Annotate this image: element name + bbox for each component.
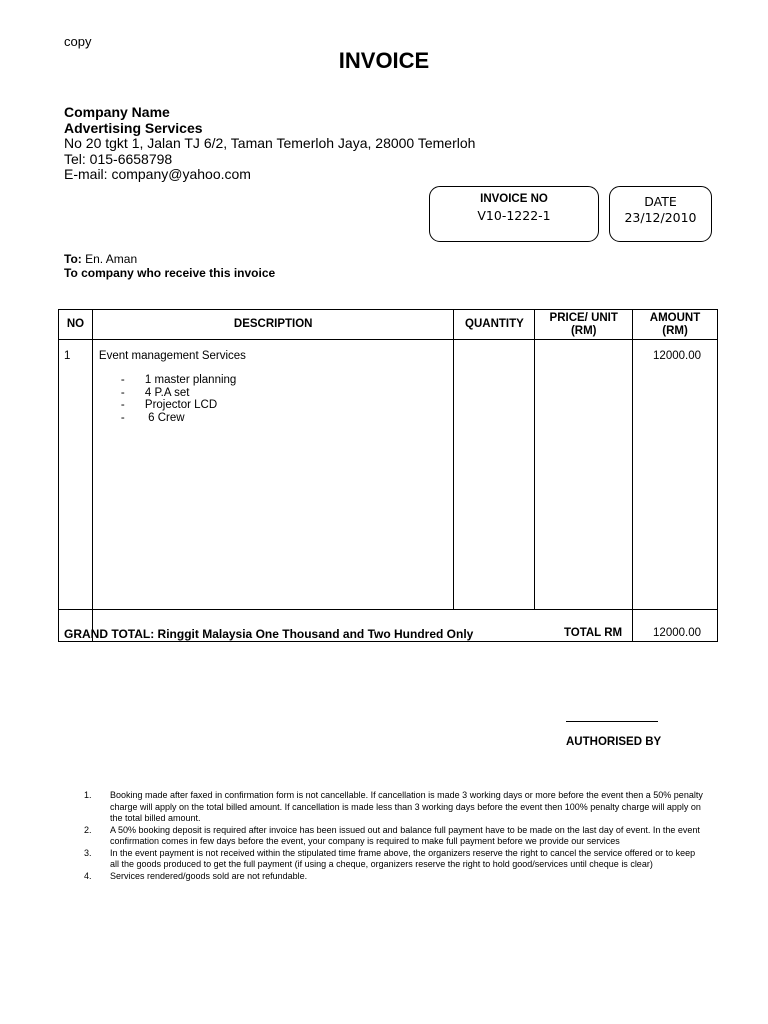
term-text: Services rendered/goods sold are not refundable. (110, 870, 308, 881)
row-description-main: Event management Services (98, 350, 246, 362)
recipient-company: To company who receive this invoice (64, 266, 276, 280)
sub-item-list (121, 374, 454, 424)
list-item: - 4 P.A set (120, 386, 190, 399)
to-label: To: (64, 252, 82, 266)
company-email: E-mail: company@yahoo.com (64, 166, 251, 182)
header-quantity: QUANTITY (454, 310, 535, 340)
header-price-line1: PRICE/ UNIT (549, 311, 618, 324)
header-price (535, 310, 633, 340)
recipient-block (64, 252, 275, 280)
row-price (535, 340, 633, 610)
term-number: 3. (84, 847, 92, 858)
company-name: Company Name (64, 104, 170, 120)
header-no: NO (59, 310, 93, 340)
sub-item-text: 6 Crew (144, 411, 185, 424)
company-services: Advertising Services (64, 119, 203, 136)
table-header-row (59, 310, 718, 340)
company-address: No 20 tgkt 1, Jalan TJ 6/2, Taman Temerloh Jaya, 28000 Temerloh (64, 135, 476, 151)
term-text: Booking made after faxed in confirmation form is not cancellable. If cancellation is made 3 working days or more before the event then a 50% penalty charge will apply on the total billed amount. If cancellation is made less than 3 working days before the event then 100% penalty charge will apply on the total billed amount. (110, 790, 703, 823)
term-number: 1. (84, 790, 92, 800)
table-row (59, 340, 718, 610)
header-amount (633, 310, 718, 340)
copy-label: copy (64, 34, 92, 49)
invoice-no-label: INVOICE NO (480, 193, 548, 205)
row-quantity (454, 340, 535, 610)
header-price-line2: (RM) (570, 324, 597, 337)
term-number: 4. (84, 870, 92, 881)
authorised-by-label: AUTHORISED BY (566, 736, 662, 748)
page-title: INVOICE (338, 48, 430, 73)
invoice-items-table (58, 309, 718, 642)
list-item (84, 790, 704, 825)
term-number: 2. (84, 824, 92, 835)
invoice-no-box (429, 186, 599, 242)
total-value: 12000.00 (633, 610, 718, 642)
row-no: 1 (59, 340, 93, 610)
header-amount-line2: (RM) (662, 324, 688, 337)
term-text: In the event payment is not received within the stipulated time frame above, the organizers reserve the right to cancel the service offered or to keep all the goods produced to get the full payment (if using a cheque, organizers reserve the right to hold good/services until cheque is clear) (110, 847, 696, 869)
row-amount: 12000.00 (633, 340, 718, 610)
date-value: 23/12/2010 (624, 210, 697, 225)
header-description: DESCRIPTION (92, 310, 454, 340)
term-text: A 50% booking deposit is required after invoice has been issued out and balance full payment have to be made on the last day of event. In the event confirmation comes in few days before the event, your company is required to make full payment before we provide our services (110, 824, 700, 846)
signature-line (566, 721, 658, 722)
sub-item-text: 4 P.A set (144, 386, 190, 399)
list-item: - Projector LCD (120, 399, 218, 411)
company-info (64, 105, 475, 183)
list-item (84, 825, 704, 848)
date-box (609, 186, 712, 242)
row-description (92, 340, 454, 610)
terms-list (84, 790, 704, 882)
list-item (84, 871, 704, 883)
sub-item-text: Projector LCD (144, 399, 218, 411)
total-label: TOTAL RM (92, 610, 632, 642)
date-label: DATE (644, 194, 677, 209)
grand-total: GRAND TOTAL: Ringgit Malaysia One Thousand and Two Hundred Only (64, 627, 474, 641)
list-item: - 1 master planning (120, 374, 237, 386)
list-item: - 6 Crew (120, 411, 185, 424)
invoice-no-value: V10-1222-1 (477, 208, 551, 223)
list-item (84, 848, 704, 871)
sub-item-text: 1 master planning (144, 374, 237, 386)
company-tel: Tel: 015-6658798 (64, 150, 173, 167)
header-amount-line1: AMOUNT (649, 311, 701, 324)
to-name: En. Aman (85, 252, 138, 266)
